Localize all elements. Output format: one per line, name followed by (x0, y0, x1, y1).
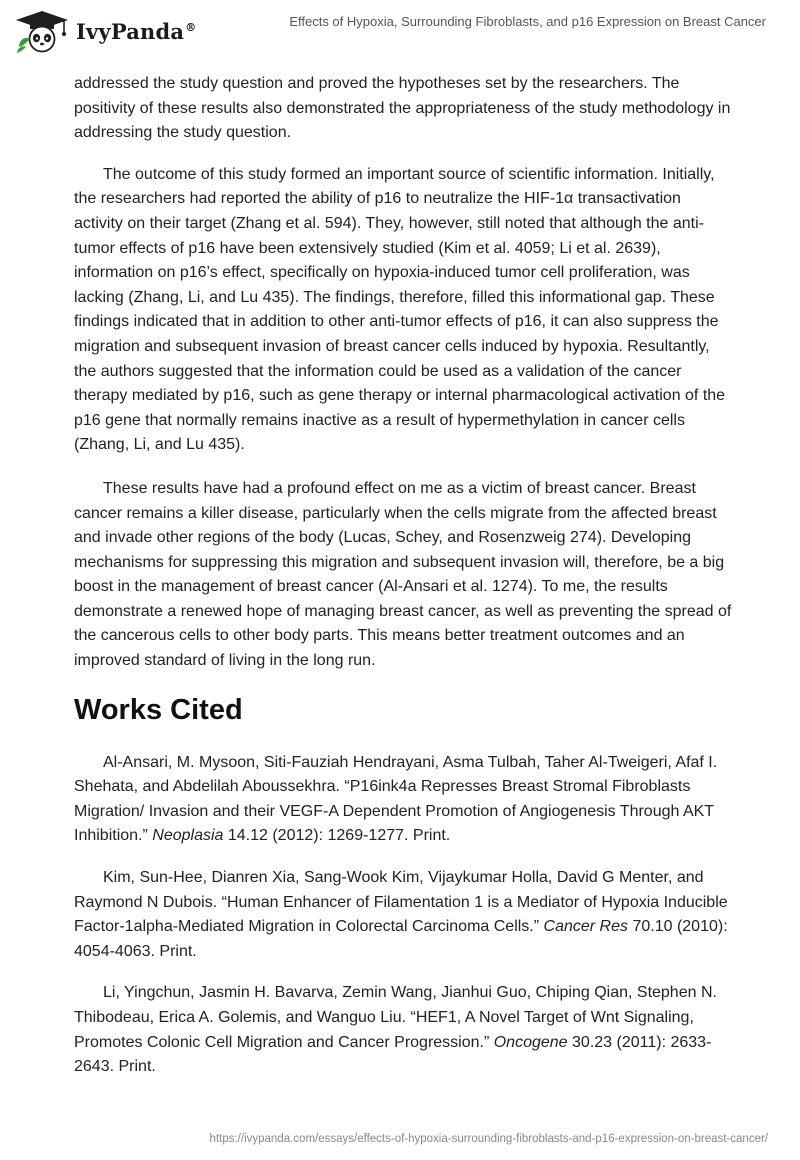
citation-entry: Li, Yingchun, Jasmin H. Bavarva, Zemin Wang, Jianhui Guo, Chiping Qian, Stephen N. Thibodeau, Erica A. Golemis, and Wanguo Liu. “HEF1, A Novel Target of Wnt Signaling, Promotes Colonic Cell Migration and Cancer Progression.” Oncogene 30.23 (2011): 2633-2643. Print. (74, 984, 717, 1076)
panda-graduation-icon (14, 9, 70, 53)
paragraph-personal-effect: These results have had a profound effect on me as a victim of breast cancer. Breast cancer remains a killer disease, particularly when the cells migrate from the affected breast and invade other regions of the body (Lucas, Schey, and Rosenzweig 274). Developing mechanisms for suppressing this migration and subsequent invasion will, therefore, be a big boost in the management of breast cancer (Al-Ansari et al. 1274). To me, the results demonstrate a renewed hope of managing breast cancer, as well as preventing the spread of the cancerous cells to other body parts. This means better treatment outcomes and an improved standard of living in the long run. (74, 479, 732, 670)
paragraph-continuation: addressed the study question and proved the hypotheses set by the researchers. The positivity of these results also demonstrated the appropriateness of the study methodology in addressing the study question. (74, 75, 731, 142)
citation-entry: Al-Ansari, M. Mysoon, Siti-Fauziah Hendrayani, Asma Tulbah, Taher Al-Tweigeri, Afaf I. Shehata, and Abdelilah Aboussekhra. “P16ink4a Represses Breast Stromal Fibroblasts Migration/ Invasion and their VEGF-A Dependent Promotion of Angiogenesis Through AKT Inhibition.” Neoplasia 14.12 (2012): 1269-1277. Print. (74, 753, 718, 845)
brand-name: IvyPanda® (76, 18, 197, 44)
ivypanda-logo[interactable] (14, 8, 196, 54)
works-cited-heading: Works Cited (74, 693, 243, 726)
page-header (0, 0, 800, 60)
document-title: Effects of Hypoxia, Surrounding Fibroblasts, and p16 Expression on Breast Cancer (289, 14, 766, 29)
citation-entry: Kim, Sun-Hee, Dianren Xia, Sang-Wook Kim, Vijaykumar Holla, David G Menter, and Raymond N Dubois. “Human Enhancer of Filamentation 1 is a Mediator of Hypoxia Inducible Factor-1alpha-Mediated Migration in Colorectal Carcinoma Cells.” Cancer Res 70.10 (2010): 4054-4063. Print. (74, 869, 728, 960)
essay-content (74, 72, 734, 1097)
paragraph-study-outcome: The outcome of this study formed an important source of scientific information. Initially, the researchers had reported the ability of p16 to neutralize the HIF-1α transactivation activity on their target (Zhang et al. 594). They, however, still noted that although the anti-tumor effects of p16 have been extensively studied (Kim et al. 4059; Li et al. 2639), information on p16’s effect, specifically on hypoxia-induced tumor cell proliferation, was lacking (Zhang, Li, and Lu 435). The findings, therefore, filled this informational gap. These findings indicated that in addition to other anti-tumor effects of p16, it can also suppress the migration and subsequent invasion of breast cancer cells induced by hypoxia. Resultantly, the authors suggested that the information could be used as a validation of the cancer therapy mediated by p16, such as gene therapy or internal pharmacological activation of the p16 gene that normally remains inactive as a result of hypermethylation in cancer cells (Zhang, Li, and Lu 435). (74, 165, 726, 454)
source-url[interactable]: https://ivypanda.com/essays/effects-of-hypoxia-surrounding-fibroblasts-and-p16-expression-on-breast-cancer/ (209, 1133, 768, 1145)
